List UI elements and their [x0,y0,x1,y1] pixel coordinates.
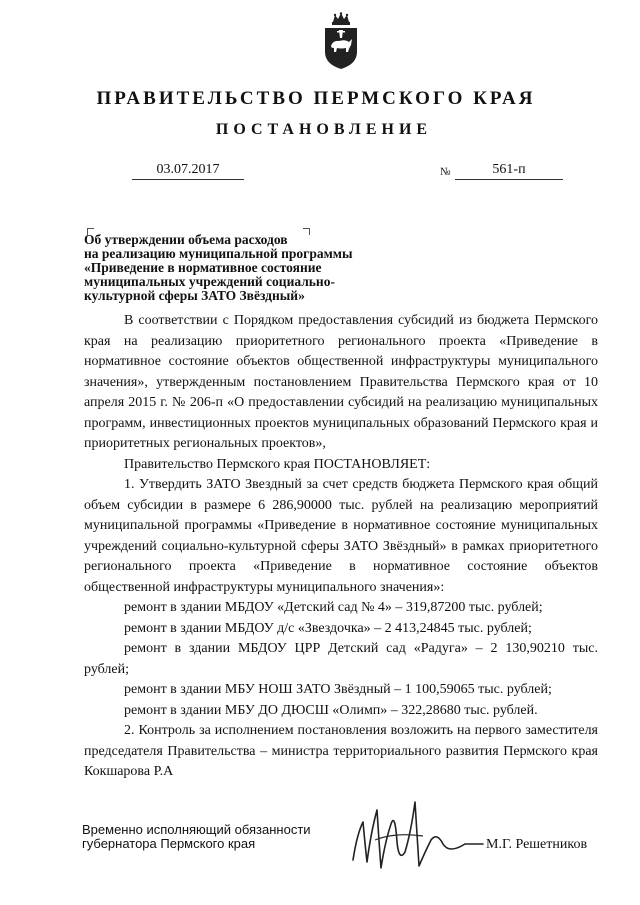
document-number: 561-п [455,162,563,180]
signatory-role [82,823,311,851]
signatory-role-line: Временно исполняющий обязанности [82,822,311,837]
item-2-paragraph: 2. Контроль за исполнением постановления возложить на первого заместителя председателя Правительства – министра территориального развития Пермского края Кокшарова Р.А [84,723,598,779]
item-1-paragraph: 1. Утвердить ЗАТО Звездный за счет средств бюджета Пермского края общий объем субсидии в размере 6 286,90000 тыс. рублей на реализацию мероприятий муниципальной программы «Приведение в нормативное состояние муниципальных учреждений социально-культурной сферы ЗАТО Звёздный» в рамках приоритетного регионального проекта «Приведение в нормативное состояние объектов общественной инфраструктуры муниципального значения»: [84,477,598,595]
government-title: ПРАВИТЕЛЬСТВО ПЕРМСКОГО КРАЯ [96,88,536,109]
preamble-paragraph: В соответствии с Порядком предоставления субсидий из бюджета Пермского края на реализацию приоритетного регионального проекта «Приведение в нормативное состояние объектов общественной инфраструктуры муниципального значения», утвержденным постановлением Правительства Пермского края от 10 апреля 2015 г. № 206-п «О предоставлении субсидий на реализацию муниципальных программ, инвестиционных проектов муниципальных образований Пермского края и приоритетных региональных проектов», [84,313,598,451]
repair-item: ремонт в здании МБДОУ д/с «Звездочка» – 2 413,24845 тыс. рублей; [124,620,532,636]
document-type: ПОСТАНОВЛЕНИЕ [215,121,433,138]
decree-line: Правительство Пермского края ПОСТАНОВЛЯЕТ: [124,456,431,472]
document-subject [84,233,414,303]
coat-of-arms-icon [321,12,361,70]
subject-line: на реализацию муниципальной программы [84,246,353,261]
number-sign: № [440,166,451,178]
repair-item: ремонт в здании МБДОУ ЦРР Детский сад «Радуга» – 2 130,90210 тыс. рублей; [84,641,598,677]
repair-item: ремонт в здании МБУ ДО ДЮСШ «Олимп» – 322,28680 тыс. рублей. [124,702,538,718]
signatory-name: М.Г. Решетников [486,837,588,852]
handwritten-signature [345,782,485,882]
subject-line: «Приведение в нормативное состояние [84,260,322,275]
subject-line: культурной сферы ЗАТО Звёздный» [84,288,305,303]
document-date: 03.07.2017 [132,162,244,180]
repair-item: ремонт в здании МБДОУ «Детский сад № 4» – 319,87200 тыс. рублей; [124,600,543,615]
subject-line: муниципальных учреждений социально- [84,274,335,289]
document-body [84,311,598,783]
signatory-role-line: губернатора Пермского края [82,836,256,851]
repair-item: ремонт в здании МБУ НОШ ЗАТО Звёздный – 1 100,59065 тыс. рублей; [124,682,552,697]
subject-line: Об утверждении объема расходов [84,232,288,247]
